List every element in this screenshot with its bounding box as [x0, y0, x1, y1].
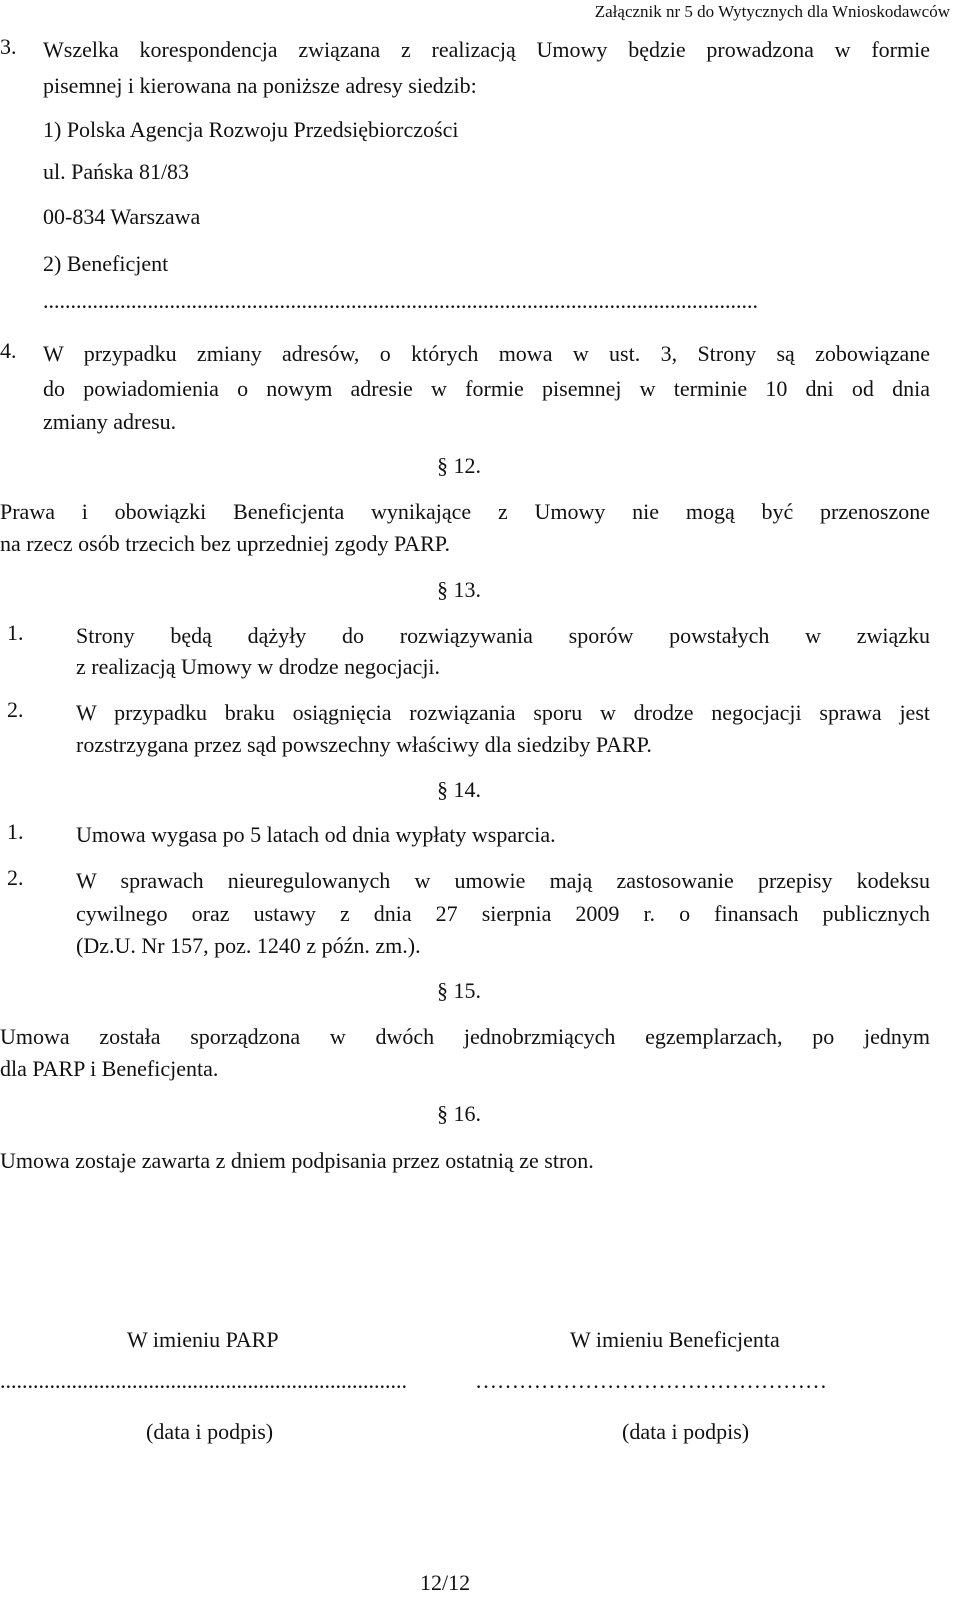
item-3-line-2: pisemnej i kierowana na poniższe adresy siedzib:: [43, 73, 477, 98]
section-13-item-2-number: 2.: [7, 697, 24, 722]
section-13-item-2-line-2: rozstrzygana przez sąd powszechny właściwy dla siedziby PARP.: [76, 732, 652, 757]
section-14-item-2-number: 2.: [7, 865, 24, 890]
section-14-item-2-line-1: W sprawach nieuregulowanych w umowie mają zastosowanie przepisy kodeksu: [76, 868, 930, 893]
signature-left-caption: (data i podpis): [146, 1419, 274, 1444]
section-15-line-2: dla PARP i Beneficjenta.: [0, 1056, 219, 1081]
section-12-line-2: na rzecz osób trzecich bez uprzedniej zgody PARP.: [0, 531, 451, 556]
section-14-item-2-line-3: (Dz.U. Nr 157, poz. 1240 z późn. zm.).: [76, 933, 421, 958]
section-14-item-1-number: 1.: [7, 819, 24, 844]
item-4-line-1: W przypadku zmiany adresów, o których mowa w ust. 3, Strony są zobowiązane: [43, 341, 930, 366]
section-12-heading: § 12.: [437, 453, 481, 478]
section-15-heading: § 15.: [437, 978, 481, 1003]
address-2-label: 2) Beneficjent: [43, 251, 169, 276]
section-14-item-2-line-2: cywilnego oraz ustawy z dnia 27 sierpnia 2009 r. o finansach publicznych: [76, 901, 930, 926]
page-header: Załącznik nr 5 do Wytycznych dla Wnioskodawców: [594, 2, 950, 21]
address-2-blank-line: ..................................................................................................................................: [43, 288, 758, 313]
section-13-item-1-line-1: Strony będą dążyły do rozwiązywania sporów powstałych w związku: [76, 623, 930, 648]
signature-right-label: W imieniu Beneficjenta: [570, 1327, 780, 1352]
item-4-number: 4.: [0, 338, 17, 363]
item-3-line-1: Wszelka korespondencja związana z realizacją Umowy będzie prowadzona w formie: [43, 37, 930, 62]
item-4-line-3: zmiany adresu.: [43, 409, 177, 434]
section-12-line-1: Prawa i obowiązki Beneficjenta wynikające z Umowy nie mogą być przenoszone: [0, 499, 930, 524]
item-4-line-2: do powiadomienia o nowym adresie w formie pisemnej w terminie 10 dni od dnia: [43, 376, 930, 401]
signature-right-caption: (data i podpis): [622, 1419, 750, 1444]
section-13-item-1-line-2: z realizacją Umowy w drodze negocjacji.: [76, 654, 441, 679]
section-13-item-1-number: 1.: [7, 620, 24, 645]
section-16-heading: § 16.: [437, 1101, 481, 1126]
address-1-street: ul. Pańska 81/83: [43, 159, 190, 184]
section-13-heading: § 13.: [437, 577, 481, 602]
address-1-city: 00-834 Warszawa: [43, 204, 201, 229]
section-15-line-1: Umowa została sporządzona w dwóch jednobrzmiących egzemplarzach, po jednym: [0, 1024, 930, 1049]
section-14-item-1-line-1: Umowa wygasa po 5 latach od dnia wypłaty wsparcia.: [76, 822, 556, 847]
section-14-heading: § 14.: [437, 777, 481, 802]
item-3-number: 3.: [0, 34, 17, 59]
address-1-label: 1) Polska Agencja Rozwoju Przedsiębiorczości: [43, 117, 459, 142]
signature-left-label: W imieniu PARP: [127, 1327, 279, 1352]
page-number: 12/12: [420, 1570, 471, 1595]
signature-right-line: …………………………………………: [475, 1368, 827, 1393]
section-16-line-1: Umowa zostaje zawarta z dniem podpisania przez ostatnią ze stron.: [0, 1148, 594, 1173]
section-13-item-2-line-1: W przypadku braku osiągnięcia rozwiązania sporu w drodze negocjacji sprawa jest: [76, 700, 930, 725]
signature-left-line: ..........................................................................: [0, 1368, 407, 1393]
